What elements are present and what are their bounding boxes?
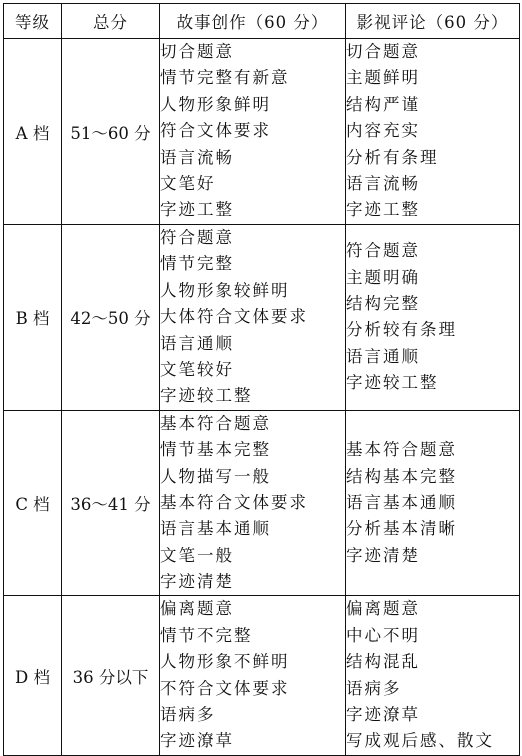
table-row-grade-b <box>4 225 520 411</box>
criterion-item: 基本符合题意 <box>346 440 457 460</box>
grade-cell: D 档 <box>4 596 62 755</box>
criterion-item: 文笔好 <box>160 173 216 193</box>
criterion-item: 主题明确 <box>346 267 420 287</box>
criterion-item: 语言基本通顺 <box>160 519 271 539</box>
story-criteria-cell <box>160 410 346 596</box>
criterion-item: 语言流畅 <box>346 173 420 193</box>
criterion-item: 偏离题意 <box>160 599 234 619</box>
criterion-item: 字迹清楚 <box>160 572 234 592</box>
table-row-grade-d <box>4 596 520 755</box>
criterion-item: 语言基本通顺 <box>346 492 457 512</box>
header-story-writing: 故事创作（60 分） <box>160 4 346 39</box>
grade-cell: C 档 <box>4 410 62 596</box>
criterion-item: 基本符合题意 <box>160 413 271 433</box>
review-criteria-cell <box>346 39 520 225</box>
criterion-item: 符合题意 <box>346 241 420 261</box>
criterion-item: 内容充实 <box>346 121 420 141</box>
criterion-item: 中心不明 <box>346 625 420 645</box>
criterion-item: 人物描写一般 <box>160 466 271 486</box>
criterion-item: 分析有条理 <box>346 147 439 167</box>
criterion-item: 结构完整 <box>346 293 420 313</box>
criterion-item: 主题鲜明 <box>346 68 420 88</box>
criterion-item: 情节不完整 <box>160 625 253 645</box>
criterion-item: 情节完整有新意 <box>160 68 290 88</box>
criterion-item: 语病多 <box>346 678 402 698</box>
criterion-item: 切合题意 <box>346 42 420 61</box>
criterion-item: 人物形象不鲜明 <box>160 652 290 672</box>
criterion-item: 情节完整 <box>160 254 234 274</box>
score-cell: 51～60 分 <box>62 39 160 225</box>
grading-rubric-table <box>3 3 520 756</box>
criterion-item: 文笔较好 <box>160 359 234 379</box>
criterion-item: 结构混乱 <box>346 652 420 672</box>
header-film-review: 影视评论（60 分） <box>346 4 520 39</box>
criterion-item: 字迹潦草 <box>160 731 234 751</box>
criterion-item: 文笔一般 <box>160 545 234 565</box>
criterion-item: 语言通顺 <box>346 346 420 366</box>
criterion-item: 切合题意 <box>160 42 234 61</box>
story-criteria-cell <box>160 596 346 755</box>
criterion-item: 语言通顺 <box>160 333 234 353</box>
criterion-item: 分析基本清晰 <box>346 519 457 539</box>
criterion-item: 结构严谨 <box>346 94 420 114</box>
score-cell: 42～50 分 <box>62 225 160 411</box>
table-header-row <box>4 4 520 39</box>
criterion-item: 字迹较工整 <box>160 386 253 406</box>
criterion-item: 字迹清楚 <box>346 545 420 565</box>
grade-cell: B 档 <box>4 225 62 411</box>
criterion-item: 字迹较工整 <box>346 373 439 393</box>
criterion-item: 情节基本完整 <box>160 440 271 460</box>
header-grade: 等级 <box>4 4 62 39</box>
header-total-score: 总分 <box>62 4 160 39</box>
criterion-item: 语言流畅 <box>160 147 234 167</box>
criterion-item: 人物形象鲜明 <box>160 94 271 114</box>
table-row-grade-c <box>4 410 520 596</box>
criterion-item: 不符合文体要求 <box>160 678 290 698</box>
table-row-grade-a <box>4 39 520 225</box>
criterion-item: 结构基本完整 <box>346 466 457 486</box>
criterion-item: 符合文体要求 <box>160 121 271 141</box>
criterion-item: 字迹工整 <box>160 200 234 220</box>
score-cell: 36 分以下 <box>62 596 160 755</box>
criterion-item: 语病多 <box>160 705 216 725</box>
review-criteria-cell <box>346 596 520 755</box>
criterion-item: 分析较有条理 <box>346 320 457 340</box>
criterion-item: 大体符合文体要求 <box>160 307 308 327</box>
criterion-item: 偏离题意 <box>346 599 420 619</box>
story-criteria-cell <box>160 39 346 225</box>
criterion-item: 符合题意 <box>160 228 234 247</box>
grade-cell: A 档 <box>4 39 62 225</box>
score-cell: 36～41 分 <box>62 410 160 596</box>
criterion-item: 字迹潦草 <box>346 705 420 725</box>
criterion-item: 写成观后感、散文 <box>346 731 494 751</box>
story-criteria-cell <box>160 225 346 411</box>
criterion-item: 人物形象较鲜明 <box>160 280 290 300</box>
review-criteria-cell <box>346 410 520 596</box>
criterion-item: 字迹工整 <box>346 200 420 220</box>
review-criteria-cell <box>346 225 520 411</box>
criterion-item: 基本符合文体要求 <box>160 492 308 512</box>
